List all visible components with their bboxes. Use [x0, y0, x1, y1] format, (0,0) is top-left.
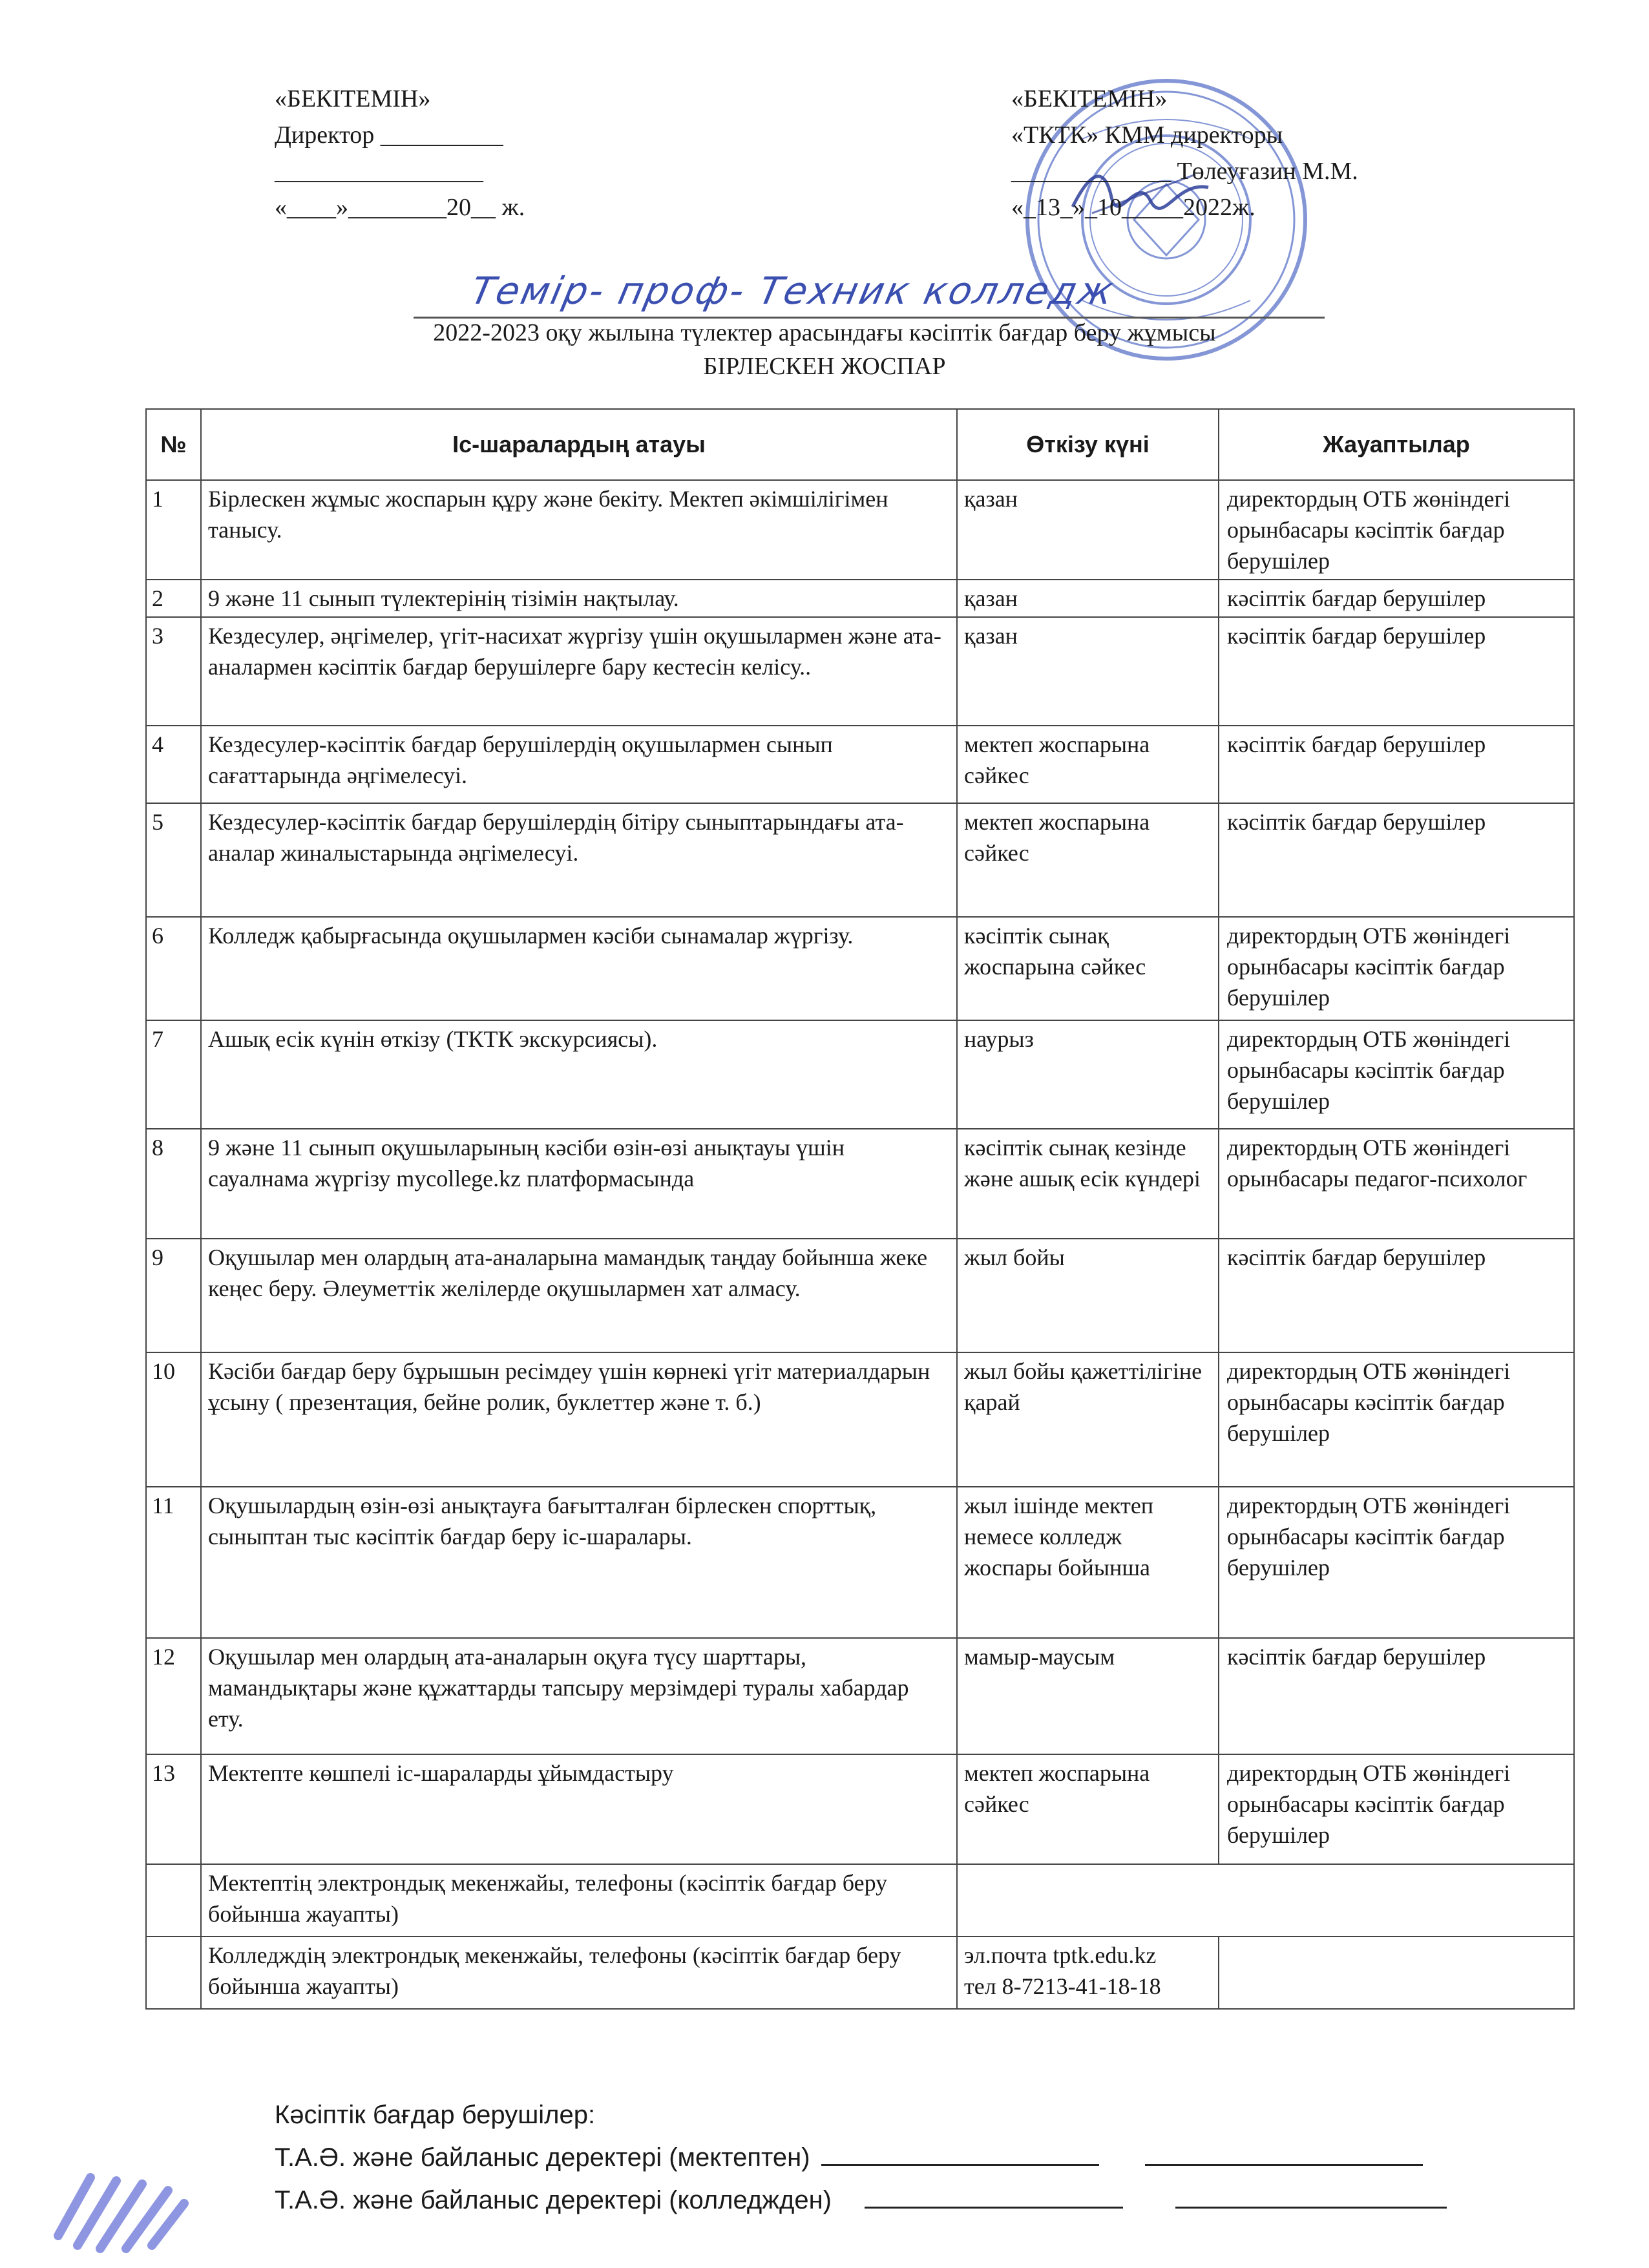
contact-empty-cell	[146, 1864, 201, 1937]
table-row	[146, 1020, 1574, 1129]
row-responsible: кәсіптік бағдар берушілер	[1219, 726, 1574, 803]
approval-date-line: «____»________20__ ж.	[275, 194, 525, 221]
row-number: 4	[146, 726, 201, 803]
row-responsible: директордың ОТБ жөніндегі орынбасары кәсіптік бағдар берушілер	[1219, 1020, 1574, 1129]
row-responsible: кәсіптік бағдар берушілер	[1219, 617, 1574, 726]
row-responsible: кәсіптік бағдар берушілер	[1219, 1239, 1574, 1352]
row-event: Оқушылардың өзін-өзі анықтауға бағытталған бірлескен спорттық, сыныптан тыс кәсіптік бағдар беру іс-шаралары.	[201, 1487, 957, 1638]
header-date: Өткізу күні	[957, 409, 1219, 480]
approval-block-school	[275, 81, 727, 226]
row-responsible: кәсіптік бағдар берушілер	[1219, 1638, 1574, 1754]
table-header-row	[146, 409, 1574, 480]
row-date: кәсіптік сынақ кезінде және ашық есік күндері	[957, 1129, 1219, 1239]
college-handwritten-name: Темір- проф- Техник колледж	[467, 269, 1119, 313]
table-row	[146, 803, 1574, 917]
row-date: кәсіптік сынақ жоспарына сәйкес	[957, 917, 1219, 1020]
row-event: 9 және 11 сынып оқушыларының кәсіби өзін-өзі анықтауы үшін сауалнама жүргізу mycollege.kz платформасында	[201, 1129, 957, 1239]
row-event: Колледж қабырғасында оқушылармен кәсіби сынамалар жүргізу.	[201, 917, 957, 1020]
header-event: Іс-шаралардың атауы	[201, 409, 957, 480]
table-row	[146, 1754, 1574, 1864]
row-number: 3	[146, 617, 201, 726]
row-responsible: директордың ОТБ жөніндегі орынбасары кәсіптік бағдар берушілер	[1219, 1352, 1574, 1487]
college-name-line	[414, 271, 1325, 319]
row-responsible: директордың ОТБ жөніндегі орынбасары кәсіптік бағдар берушілер	[1219, 1754, 1574, 1864]
contact-empty-cell	[146, 1937, 201, 2009]
table-row	[146, 726, 1574, 803]
row-event: Ашық есік күнін өткізу (ТКТК экскурсиясы).	[201, 1020, 957, 1129]
school-contact-blank	[821, 2138, 1099, 2166]
row-event: Оқушылар мен олардың ата-аналарын оқуға түсу шарттары, мамандықтары және құжаттарды тапсыру мерзімдері туралы хабардар ету.	[201, 1638, 957, 1754]
contact-value	[957, 1937, 1219, 2009]
row-number: 11	[146, 1487, 201, 1638]
row-number: 5	[146, 803, 201, 917]
row-event: Оқушылар мен олардың ата-аналарына мамандық таңдау бойынша жеке кеңес беру. Әлеуметтік желілерде оқушылармен хат алмасу.	[201, 1239, 957, 1352]
document-title: 2022-2023 оқу жылына түлектер арасындағы кәсіптік бағдар беру жұмысы	[433, 319, 1216, 346]
contact-value	[957, 1864, 1574, 1937]
table-row	[146, 617, 1574, 726]
contact-empty-cell	[1219, 1937, 1574, 2009]
row-event: 9 және 11 сынып түлектерінің тізімін нақтылау.	[201, 580, 957, 617]
header-number: №	[146, 409, 201, 480]
row-number: 7	[146, 1020, 201, 1129]
row-number: 12	[146, 1638, 201, 1754]
contact-email: эл.почта tptk.edu.kz	[964, 1942, 1157, 1968]
table-row	[146, 580, 1574, 617]
table-row	[146, 1129, 1574, 1239]
row-date: жыл бойы	[957, 1239, 1219, 1352]
table-row	[146, 1638, 1574, 1754]
row-event: Кездесулер-кәсіптік бағдар берушілердің оқушылармен сынып сағаттарында әңгімелесуі.	[201, 726, 957, 803]
row-responsible: директордың ОТБ жөніндегі орынбасары кәсіптік бағдар берушілер	[1219, 480, 1574, 580]
approval-block-college	[1011, 81, 1515, 226]
row-date: мамыр-маусым	[957, 1638, 1219, 1754]
row-date: қазан	[957, 617, 1219, 726]
row-date: жыл бойы қажеттілігіне қарай	[957, 1352, 1219, 1487]
header-responsible: Жауаптылар	[1219, 409, 1574, 480]
row-date: мектеп жоспарына сәйкес	[957, 803, 1219, 917]
table-row	[146, 1487, 1574, 1638]
contact-phone: тел 8-7213-41-18-18	[964, 1973, 1161, 1999]
college-contact-blank-2	[1175, 2181, 1447, 2209]
footer-college-label: Т.А.Ә. және байланыс деректері (колледжден)	[275, 2186, 832, 2214]
row-date: қазан	[957, 580, 1219, 617]
row-responsible: директордың ОТБ жөніндегі орынбасары педагог-психолог	[1219, 1129, 1574, 1239]
document-subtitle: БІРЛЕСКЕН ЖОСПАР	[703, 353, 946, 380]
school-contact-blank-2	[1145, 2138, 1423, 2166]
contact-label: Колледждің электрондық мекенжайы, телефоны (кәсіптік бағдар беру бойынша жауапты)	[201, 1937, 957, 2009]
contact-label: Мектептің электрондық мекенжайы, телефоны (кәсіптік бағдар беру бойынша жауапты)	[201, 1864, 957, 1937]
table-row	[146, 480, 1574, 580]
row-responsible: директордың ОТБ жөніндегі орынбасары кәсіптік бағдар берушілер	[1219, 917, 1574, 1020]
approval-director-line: Директор __________	[275, 121, 503, 149]
table-row	[146, 1352, 1574, 1487]
row-date: қазан	[957, 480, 1219, 580]
approval-heading: «БЕКІТЕМІН»	[275, 85, 431, 112]
footer-college-contact	[275, 2179, 1447, 2221]
plan-table	[145, 408, 1575, 2010]
approval-signature-line: _____________ Төлеуғазин М.М.	[1011, 158, 1358, 185]
footer-school-contact	[275, 2136, 1447, 2179]
row-number: 9	[146, 1239, 201, 1352]
footer-block	[275, 2094, 1447, 2221]
contact-row-college	[146, 1937, 1574, 2009]
approval-heading: «БЕКІТЕМІН»	[1011, 85, 1168, 112]
contact-row-school	[146, 1864, 1574, 1937]
row-event: Кездесулер, әңгімелер, үгіт-насихат жүргізу үшін оқушылармен және ата-аналармен кәсіптік бағдар берушілерге бару кестесін келісу..	[201, 617, 957, 726]
row-event: Кездесулер-кәсіптік бағдар берушілердің бітіру сыныптарындағы ата-аналар жиналыстарында әңгімелесуі.	[201, 803, 957, 917]
table-row	[146, 1239, 1574, 1352]
approval-signature-line: _________________	[275, 158, 483, 185]
row-responsible: директордың ОТБ жөніндегі орынбасары кәсіптік бағдар берушілер	[1219, 1487, 1574, 1638]
row-number: 1	[146, 480, 201, 580]
row-date: мектеп жоспарына сәйкес	[957, 1754, 1219, 1864]
row-responsible: кәсіптік бағдар берушілер	[1219, 580, 1574, 617]
row-responsible: кәсіптік бағдар берушілер	[1219, 803, 1574, 917]
row-date: мектеп жоспарына сәйкес	[957, 726, 1219, 803]
approval-director-line: «ТКТК» КММ директоры	[1011, 121, 1283, 149]
row-event: Мектепте көшпелі іс-шараларды ұйымдастыру	[201, 1754, 957, 1864]
footer-school-label: Т.А.Ә. және байланыс деректері (мектептен)	[275, 2143, 810, 2172]
college-contact-blank	[865, 2181, 1123, 2209]
row-date: наурыз	[957, 1020, 1219, 1129]
ink-smudge-icon	[45, 2158, 194, 2255]
row-number: 2	[146, 580, 201, 617]
footer-heading: Кәсіптік бағдар берушілер:	[275, 2101, 596, 2129]
table-row	[146, 917, 1574, 1020]
row-number: 6	[146, 917, 201, 1020]
row-number: 10	[146, 1352, 201, 1487]
row-number: 8	[146, 1129, 201, 1239]
row-number: 13	[146, 1754, 201, 1864]
row-date: жыл ішінде мектеп немесе колледж жоспары бойынша	[957, 1487, 1219, 1638]
approval-date-line: «_13_»_10_____2022ж.	[1011, 194, 1255, 221]
row-event: Кәсіби бағдар беру бұрышын ресімдеу үшін көрнекі үгіт материалдарын ұсыну ( презентация, бейне ролик, буклеттер және т. б.)	[201, 1352, 957, 1487]
row-event: Бірлескен жұмыс жоспарын құру және бекіту. Мектеп әкімшілігімен танысу.	[201, 480, 957, 580]
